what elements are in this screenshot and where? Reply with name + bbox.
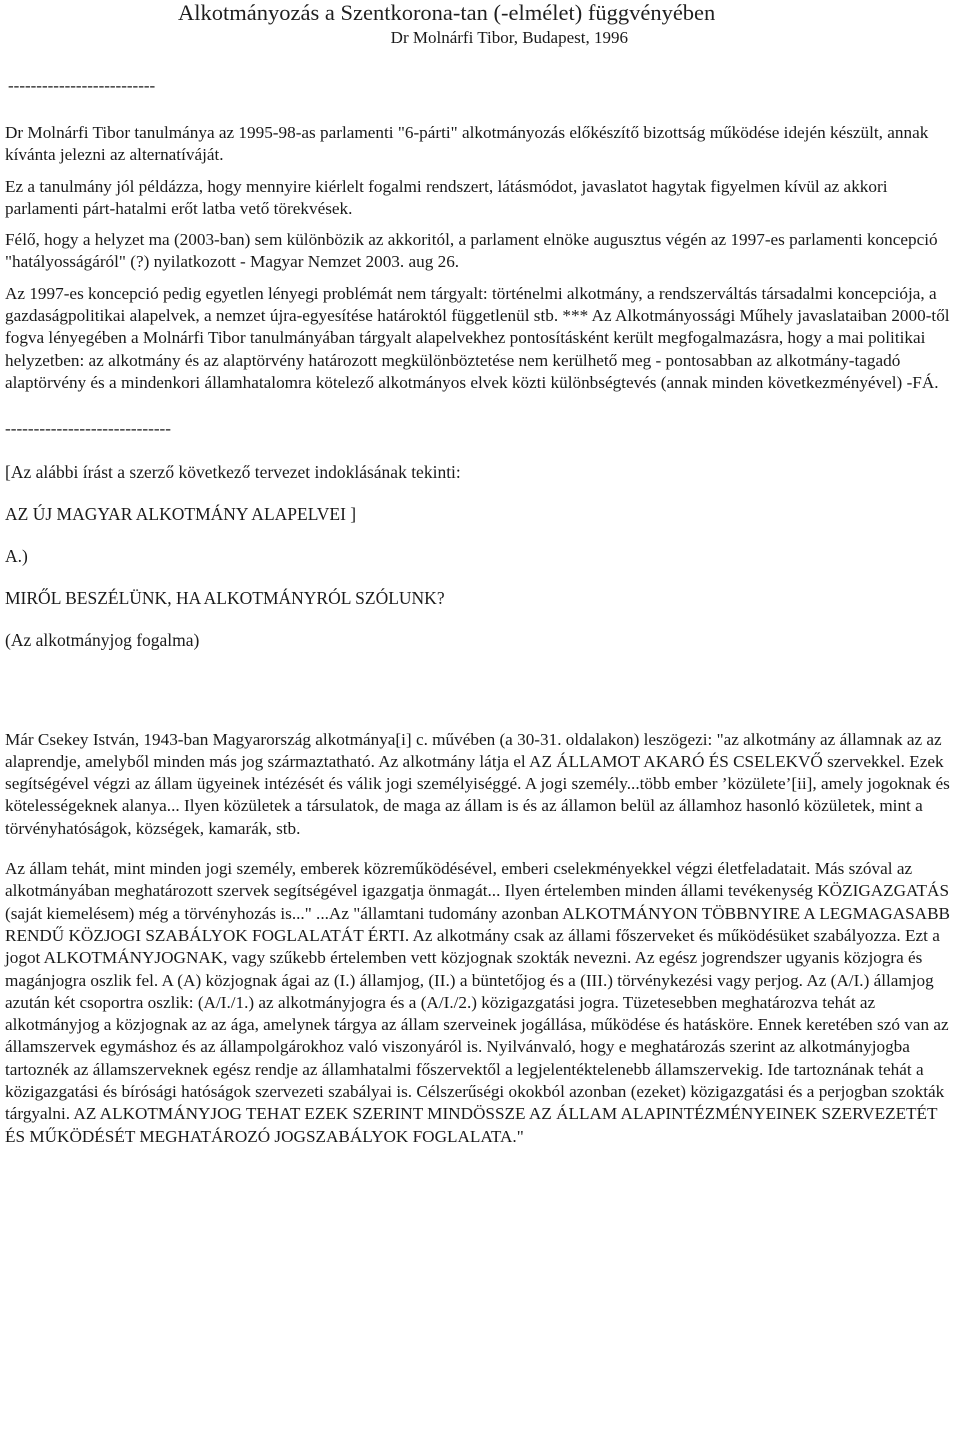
vertical-spacer (5, 671, 957, 729)
section-subheading: (Az alkotmányjog fogalma) (5, 629, 200, 650)
intro-paragraph-3: Félő, hogy a helyzet ma (2003-ban) sem különbözik az akkoritól, a parlament elnöke augusztus végén az 1997-es parlamenti koncepció "hatályosságáról" (?) nyilatkozott - Magyar Nemzet 2003. aug 26. (5, 230, 938, 272)
intro-paragraph-4: Az 1997-es koncepció pedig egyetlen lényegi problémát nem tárgyalt: történelmi alkotmány, a rendszerváltás társadalmi koncepciója, a gazdaságpolitikai alapelvek, a nemzet újra-egyesítése határoktól függetlenül stb. *** Az Alkotmányossági Műhely javaslataiban 2000-től fogva lényegében a Molnárfi Tibor tanulmányában tárgyalt alapelvekhez pontosításként került megfogalmazásra, hogy a mai politikai helyzetben: az alkotmány és az alaptörvény határozott megkülönböztetése nem kerülhető meg - pontosabban az alkotmány-tagadó alaptörvény és a mindenkori államhatalomra kötelező alkotmányos elvek közti különbségtevés (annak minden következményével) -FÁ. (5, 283, 950, 392)
intro-paragraph-1: Dr Molnárfi Tibor tanulmánya az 1995-98-as parlamenti "6-párti" alkotmányozás előkészítő bizottság működése idején készült, annak kívánta jelezni az alternatíváját. (5, 123, 929, 165)
section-heading: AZ ÚJ MAGYAR ALKOTMÁNY ALAPELVEI ] (5, 503, 357, 524)
section-note: [Az alábbi írást a szerző következő tervezet indoklásának tekinti: (5, 461, 461, 482)
section-label: A.) (5, 545, 28, 566)
intro-paragraph-2: Ez a tanulmány jól példázza, hogy mennyire kiérlelt fogalmi rendszert, látásmódot, javaslatot hagytak figyelmen kívül az akkori parlamenti párt-hatalmi erőt latba vető törekvések. (5, 176, 888, 218)
document-subtitle: Dr Molnárfi Tibor, Budapest, 1996 (390, 28, 628, 47)
document-body (5, 122, 957, 1148)
main-paragraph-1: Már Csekey István, 1943-ban Magyarország alkotmánya[i] c. művében (a 30-31. oldalakon) leszögezi: "az alkotmány az államnak az az alaprendje, amelyből minden más jog származtatható. Az alkotmány látja el AZ ÁLLAMOT AKARÓ ÉS CSELEKVŐ szervekkel. Ezek segítségével végzi az állam ügyeinek intézését és válik jogi személyiséggé. A jogi személy...több ember ’közülete’[ii], amely jogoknak és kötelességeknek alanya... Ilyen közületek a társulatok, de maga az állam is és az államon belül az államhoz hasonló közületek, mint a törvényhatóságok, községek, kamarák, stb. (5, 729, 950, 838)
section-divider: ----------------------------- (5, 419, 171, 439)
document-title: Alkotmányozás a Szentkorona-tan (-elmélet) függvényében (178, 0, 716, 25)
main-paragraph-2: Az állam tehát, mint minden jogi személy, emberek közreműködésével, emberi cselekményekkel végzi életfeladatait. Más szóval az alkotmányában meghatározott szervek segítségével igazgatja önmagát... Ilyen értelemben minden állami tevékenység KÖZIGAZGATÁS (saját kiemelésem) még a törvényhozás is..." ...Az "államtani tudomány azonban ALKOTMÁNYON TÖBBNYIRE A LEGMAGASABB RENDŰ KÖZJOGI SZABÁLYOK FOGLALATÁT ÉRTI. Az alkotmány csak az állami főszerveket és működésüket szabályozza. Ezt a jogot ALKOTMÁNYJOGNAK, vagy szűkebb értelemben vett közjognak szokták nevezni. Az egész jogrendszer ugyanis közjogra és magánjogra oszlik fel. A (A) közjognak ágai az (I.) államjog, (II.) a büntetőjog és a (III.) törvénykezési vagy perjog. Az (A/I.) államjog azután két csoportra oszlik: (A/I./1.) az alkotmányjogra és a (A/I./2.) közigazgatási jogra. Tüzetesebben meghatározva tehát az alkotmányjog a közjognak az az ága, amelynek tárgya az állam szerveinek jogállása, működése és hatásköre. Ennek keretében szó van az államszervek egymáshoz és az állampolgárokhoz való viszonyáról is. Nyilvánvaló, hogy e meghatározás szerint az alkotmányjogba tartoznék az államszerveknek egész rendje az államhatalmi főszervektől a legjelentéktelenebb államszervekig. Ide tartoznának tehát a közigazgatási és bírósági hatóságok szervezeti szabályai is. Célszerűségi okokból azonban (ezeket) közigazgatási és a perjogban szokták tárgyalni. AZ ALKOTMÁNYJOG TEHAT EZEK SZERINT MINDÖSSZE AZ ÁLLAM ALAPINTÉZMÉNYEINEK SZERVEZETÉT ÉS MŰKÖDÉSÉT MEGHATÁROZÓ JOGSZABÁLYOK FOGLALATA." (5, 859, 951, 1146)
section-question: MIRŐL BESZÉLÜNK, HA ALKOTMÁNYRÓL SZÓLUNK? (5, 587, 445, 608)
top-divider: -------------------------- (8, 76, 156, 95)
